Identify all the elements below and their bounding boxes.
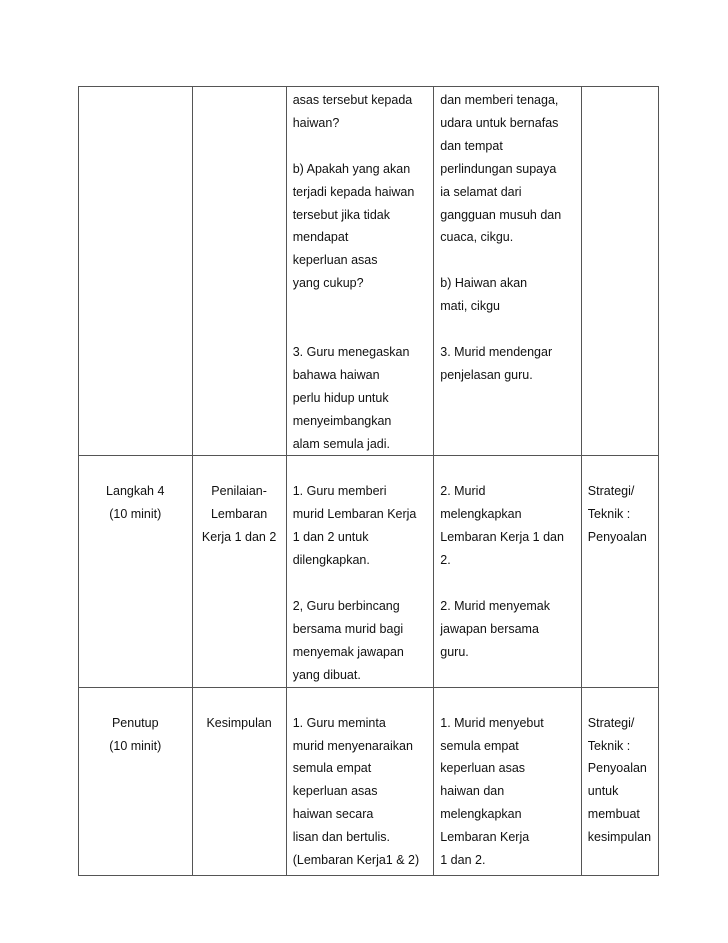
table-row <box>79 687 659 875</box>
cell-line: 1. Murid menyebut <box>440 715 544 730</box>
cell-line: menyeimbangkan <box>292 413 392 428</box>
cell-line: tersebut jika tidak <box>292 207 390 222</box>
cell-line: yang dibuat. <box>292 667 361 682</box>
cell-line: menyemak jawapan <box>292 644 404 659</box>
cell-line: Teknik : <box>587 507 631 522</box>
cell-line: 1. Guru memberi <box>292 484 387 499</box>
cell-teacher-activity <box>286 87 434 456</box>
cell-line: penjelasan guru. <box>440 367 533 382</box>
cell-line <box>440 249 575 272</box>
cell-line: gangguan musuh dan <box>440 207 562 222</box>
cell-line: mati, cikgu <box>440 299 500 314</box>
cell-notes <box>581 456 658 687</box>
cell-line: 2. <box>440 553 451 568</box>
cell-teacher-activity <box>286 456 434 687</box>
cell-line: melengkapkan <box>440 507 522 522</box>
table-row <box>79 87 659 456</box>
cell-line: Kesimpulan <box>206 715 272 730</box>
cell-line: b) Haiwan akan <box>440 276 528 291</box>
cell-student-activity <box>434 687 582 875</box>
cell-line: terjadi kepada haiwan <box>292 184 415 199</box>
cell-line: melengkapkan <box>440 807 522 822</box>
cell-line: Strategi/ <box>587 484 635 499</box>
cell-student-activity <box>434 87 582 456</box>
cell-line: perlindungan supaya <box>440 161 557 176</box>
cell-line: kesimpulan <box>587 830 652 845</box>
cell-line: Lembaran <box>210 507 268 522</box>
cell-line: Penyoalan <box>587 761 647 776</box>
cell-line: ia selamat dari <box>440 184 522 199</box>
cell-line: alam semula jadi. <box>292 436 390 451</box>
cell-line: membuat <box>587 807 640 822</box>
cell-line <box>293 135 428 158</box>
cell-line: (10 minit) <box>109 507 162 522</box>
cell-line: Penyoalan <box>587 530 647 545</box>
cell-line: 2. Murid menyemak <box>440 598 551 613</box>
cell-line: perlu hidup untuk <box>292 390 389 405</box>
cell-line: untuk <box>587 784 619 799</box>
cell-line: Lembaran Kerja <box>440 830 530 845</box>
cell-notes <box>581 687 658 875</box>
cell-step <box>79 687 193 875</box>
cell-line: lisan dan bertulis. <box>292 830 390 845</box>
cell-line: Langkah 4 <box>106 484 165 499</box>
cell-line: Kerja 1 dan 2 <box>201 530 277 545</box>
cell-line: dan memberi tenaga, <box>440 93 559 107</box>
cell-line: mendapat <box>292 230 349 245</box>
cell-line: 1 dan 2. <box>440 853 486 868</box>
cell-line <box>293 295 428 318</box>
cell-line: Penutup <box>111 715 159 730</box>
cell-content <box>192 456 286 687</box>
cell-student-activity <box>434 456 582 687</box>
cell-step <box>79 87 193 456</box>
lesson-plan-table <box>78 86 659 876</box>
cell-line: 2, Guru berbincang <box>292 598 400 613</box>
cell-content <box>192 87 286 456</box>
cell-line: guru. <box>440 644 469 659</box>
cell-line: cuaca, cikgu. <box>440 230 514 245</box>
cell-line: Penilaian- <box>211 484 267 499</box>
cell-line: Lembaran Kerja 1 dan <box>440 530 564 545</box>
cell-line: 1. Guru meminta <box>292 715 386 730</box>
cell-step <box>79 456 193 687</box>
cell-line: b) Apakah yang akan <box>292 161 411 176</box>
cell-line: haiwan? <box>292 115 340 130</box>
table-row <box>79 456 659 687</box>
cell-line: bahawa haiwan <box>292 367 380 382</box>
cell-line <box>440 572 575 595</box>
cell-line: 3. Murid mendengar <box>440 344 553 359</box>
cell-line: 3. Guru menegaskan <box>292 344 410 359</box>
cell-notes <box>581 87 658 456</box>
cell-line: semula empat <box>292 761 372 776</box>
cell-line <box>293 318 428 341</box>
cell-line: jawapan bersama <box>440 621 539 636</box>
cell-line: murid Lembaran Kerja <box>292 507 417 522</box>
cell-line <box>293 572 428 595</box>
cell-line: keperluan asas <box>440 761 526 776</box>
cell-line: semula empat <box>440 738 519 753</box>
cell-teacher-activity <box>286 687 434 875</box>
cell-line: 1 dan 2 untuk <box>292 530 369 545</box>
cell-line: Teknik : <box>587 738 631 753</box>
cell-line <box>440 318 575 341</box>
cell-line: dan tempat <box>440 138 503 153</box>
cell-line: (Lembaran Kerja1 & 2) <box>292 853 420 868</box>
cell-line: yang cukup? <box>292 276 364 291</box>
cell-line: (10 minit) <box>109 738 162 753</box>
cell-line: haiwan dan <box>440 784 505 799</box>
cell-line: keperluan asas <box>292 784 378 799</box>
cell-line: asas tersebut kepada <box>292 93 413 107</box>
cell-line: Strategi/ <box>587 715 635 730</box>
cell-content <box>192 687 286 875</box>
cell-line: haiwan secara <box>292 807 374 822</box>
cell-line: murid menyenaraikan <box>292 738 413 753</box>
cell-line: keperluan asas <box>292 253 378 268</box>
cell-line: bersama murid bagi <box>292 621 404 636</box>
cell-line: dilengkapkan. <box>292 553 370 568</box>
cell-line: udara untuk bernafas <box>440 115 559 130</box>
cell-line: 2. Murid <box>440 484 486 499</box>
